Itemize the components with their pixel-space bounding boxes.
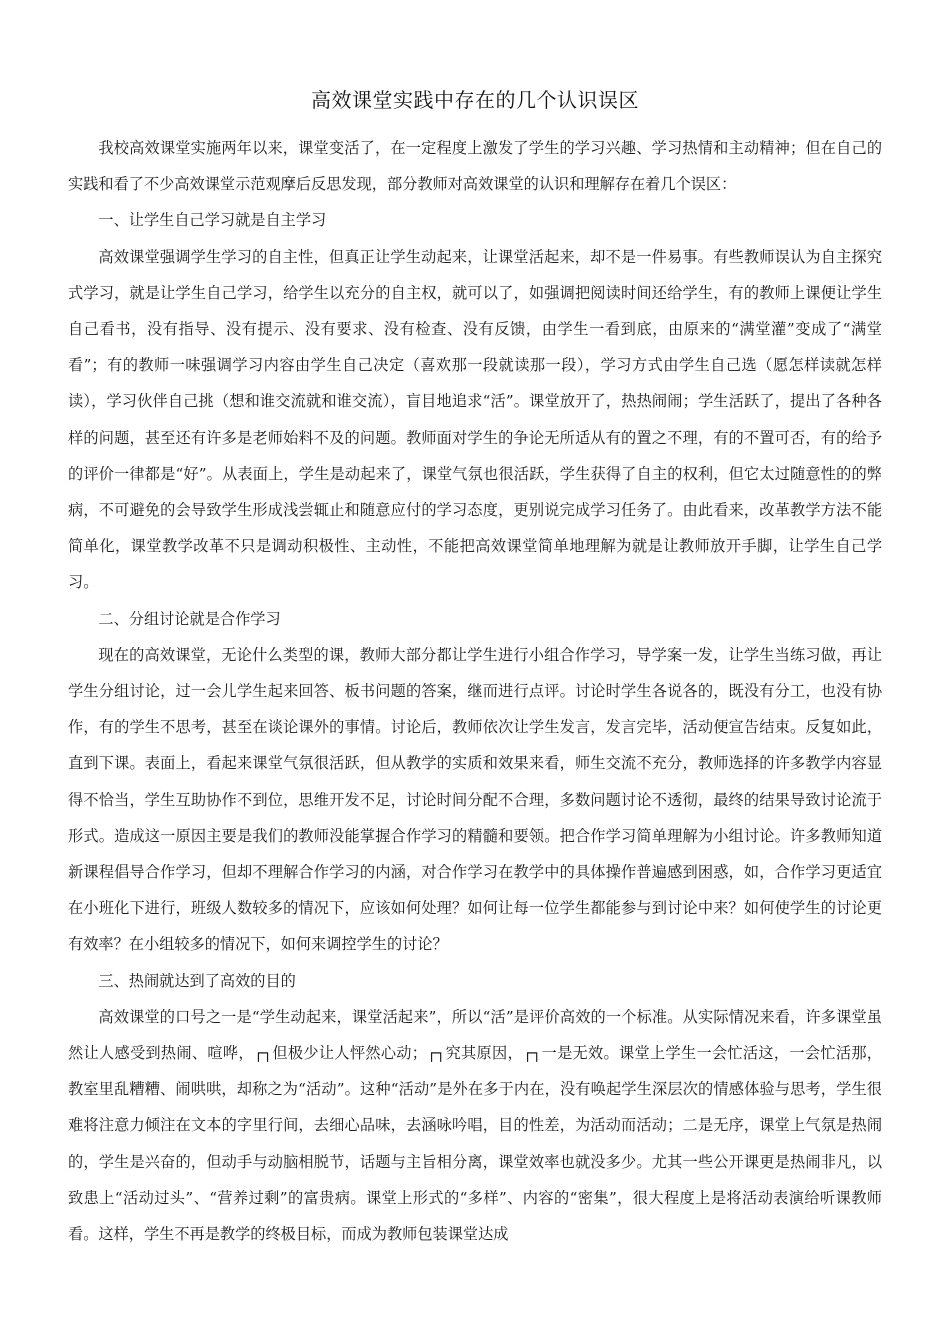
- document-body: [68, 130, 882, 1252]
- section-3-paragraph: 高效课堂的口号之一是“学生动起来，课堂活起来”，所以“活”是评价高效的一个标准。从实际情况来看，许多课堂虽然让人感受到热闹、喧哗，┌┐但极少让人怦然心动；┌┐究其原因，┌┐一是无效。课堂上学生一会忙活这，一会忙活那，教室里乱糟糟、闹哄哄，却称之为“活动”。这种“活动”是外在多于内在，没有唤起学生深层次的情感体验与思考，学生很难将注意力倾注在文本的字里行间，去细心品味，去涵咏吟唱，目的性差，为活动而活动；二是无序，课堂上气氛是热闹的，学生是兴奋的，但动手与动脑相脱节，话题与主旨相分离，课堂效率也就没多少。尤其一些公开课更是热闹非凡，以致患上“活动过头”、“营养过剩”的富贵病。课堂上形式的“多样”、内容的“密集”，很大程度上是将活动表演给听课教师看。这样，学生不再是教学的终极目标，而成为教师包装课堂达成: [68, 1007, 882, 1244]
- document-title: 高效课堂实践中存在的几个认识误区: [311, 88, 639, 112]
- section-1-heading: 一、让学生自己学习就是自主学习: [98, 211, 327, 230]
- section-3-heading: 三、热闹就达到了高效的目的: [98, 971, 296, 990]
- section-2-heading: 二、分组讨论就是合作学习: [98, 609, 281, 628]
- section-1-paragraph: 高效课堂强调学生学习的自主性，但真正让学生动起来，让课堂活起来，却不是一件易事。有些教师误认为自主探究式学习，就是让学生自己学习，给学生以充分的自主权，就可以了，如强调把阅读时间还给学生，有的教师上课便让学生自己看书，没有指导、没有提示、没有要求、没有检查、没有反馈，由学生一看到底，由原来的“满堂灌”变成了“满堂看”；有的教师一味强调学习内容由学生自己决定（喜欢那一段就读那一段），学习方式由学生自己选（愿怎样读就怎样读），学习伙伴自己挑（想和谁交流就和谁交流），盲目地追求“活”。课堂放开了，热热闹闹；学生活跃了，提出了各种各样的问题，甚至还有许多是老师始料不及的问题。教师面对学生的争论无所适从有的置之不理，有的不置可否，有的给予的评价一律都是“好”。从表面上，学生是动起来了，课堂气氛也很活跃，学生获得了自主的权利，但它太过随意性的的弊病，不可避免的会导致学生形成浅尝辄止和随意应付的学习态度，更别说完成学习任务了。由此看来，改革教学方法不能简单化，课堂教学改革不只是调动积极性、主动性，不能把高效课堂简单地理解为就是让教师放开手脚，让学生自己学习。: [68, 247, 882, 592]
- intro-paragraph: 我校高效课堂实施两年以来，课堂变活了，在一定程度上激发了学生的学习兴趣、学习热情和主动精神；但在自己的实践和看了不少高效课堂示范观摩后反思发现，部分教师对高效课堂的认识和理解存在着几个误区：: [68, 139, 882, 194]
- section-2-paragraph: 现在的高效课堂，无论什么类型的课，教师大部分都让学生进行小组合作学习，导学案一发，让学生当练习做，再让学生分组讨论，过一会儿学生起来回答、板书问题的答案，继而进行点评。讨论时学生各说各的，既没有分工，也没有协作，有的学生不思考，甚至在谈论课外的事情。讨论后，教师依次让学生发言，发言完毕，活动便宣告结束。反复如此，直到下课。表面上，看起来课堂气氛很活跃，但从教学的实质和效果来看，师生交流不充分，教师选择的许多教学内容显得不恰当，学生互助协作不到位，思维开发不足，讨论时间分配不合理，多数问题讨论不透彻，最终的结果导致讨论流于形式。造成这一原因主要是我们的教师没能掌握合作学习的精髓和要领。把合作学习简单理解为小组讨论。许多教师知道新课程倡导合作学习，但却不理解合作学习的内涵，对合作学习在教学中的具体操作普遍感到困惑，如，合作学习更适宜在小班化下进行，班级人数较多的情况下，应该如何处理？如何让每一位学生都能参与到讨论中来？如何使学生的讨论更有效率？在小组较多的情况下，如何来调控学生的讨论？: [68, 645, 882, 954]
